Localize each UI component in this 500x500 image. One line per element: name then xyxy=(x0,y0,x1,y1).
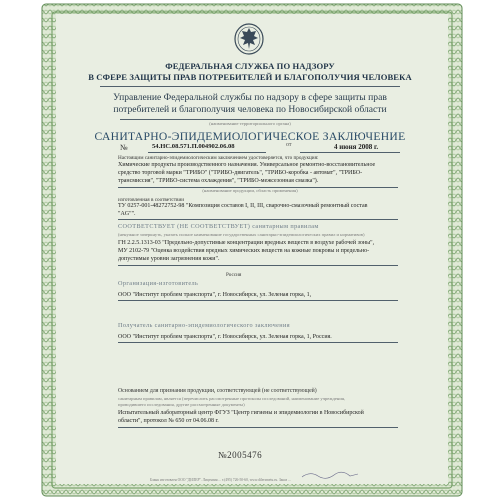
product-line-2: средство торговой марки "ТРИБО" ("ТРИБО-двигатель", "ТРИБО-коробка - автомат", "ТРИБО- xyxy=(118,170,363,176)
agency-line-1: ФЕДЕРАЛЬНАЯ СЛУЖБА ПО НАДЗОРУ xyxy=(165,61,335,71)
regulation-line-2: МУ 2102-79 "Оценка воздействия вредных химических веществ на кожные покровы и предельно- xyxy=(118,248,370,254)
basis-line-2: санитарным правилам, является (перечислить рассмотренные протоколы исследований, наименование учреждения, xyxy=(118,396,346,401)
regulation-line-1: ГН 2.2.5.1313-03 "Предельно-допустимые концентрации вредных веществ в воздухе рабочей зоны", xyxy=(118,240,375,246)
divider xyxy=(120,119,380,120)
department-hint: (наименование территориального органа) xyxy=(209,121,291,126)
recipient-label: Получатель санитарно-эпидемиологического заключения xyxy=(118,322,290,329)
date-from-label: от xyxy=(286,142,292,148)
statement-intro: Настоящим санитарно-эпидемиологическим заключением удостоверяется, что продукция: xyxy=(118,155,319,161)
divider xyxy=(148,152,266,153)
spec-line-1: ТУ 0257-001-48272752-98 "Композиция составов I, II, III, сварочно-смазочный ремонтный состав xyxy=(118,203,368,209)
serial-number: №2005476 xyxy=(218,450,263,460)
signature-icon xyxy=(300,470,360,480)
basis-line-4: Испытательный лабораторный центр ФГУЗ "Центр гигиены и эпидемиологии в Новосибирской xyxy=(118,410,364,416)
manufacturer-country: Россия xyxy=(226,272,242,278)
divider xyxy=(100,86,400,87)
certificate-number: 54.НС.08.571.П.004902.06.08 xyxy=(152,143,235,150)
divider xyxy=(118,342,398,343)
basis-line-5: области", протокол № 650 от 04.06.08 г. xyxy=(118,418,219,424)
spec-line-2: "AG"". xyxy=(118,211,136,217)
manufacturer-address: ООО "Институт проблем транспорта", г. Новосибирск, ул. Зеленая горка, 1, xyxy=(118,292,312,298)
conformity-label: СООТВЕТСТВУЕТ (НЕ СООТВЕТСТВУЕТ) санитарным правилам xyxy=(118,223,319,230)
recipient-address: ООО "Институт проблем транспорта", г. Новосибирск, ул. Зеленая горка, 1, Россия. xyxy=(118,334,332,340)
document-title: САНИТАРНО-ЭПИДЕМИОЛОГИЧЕСКОЕ ЗАКЛЮЧЕНИЕ xyxy=(94,130,406,143)
divider xyxy=(118,300,398,301)
department-name xyxy=(80,92,420,116)
conformity-hint: (ненужное зачеркнуть, указать полное наименование государственных санитарно-эпидемиологических правил и нормативов) xyxy=(118,232,365,237)
spec-label: изготовленная в соответствии xyxy=(118,197,185,203)
divider xyxy=(300,152,400,153)
divider xyxy=(118,427,398,428)
divider xyxy=(118,219,398,220)
divider xyxy=(118,265,398,266)
agency-line-2: В СФЕРЕ ЗАЩИТЫ ПРАВ ПОТРЕБИТЕЛЕЙ И БЛАГОПОЛУЧИЯ ЧЕЛОВЕКА xyxy=(88,72,412,82)
basis-line-1: Основанием для признания продукции, соответствующей (не соответствующей) xyxy=(118,388,317,394)
number-label: № xyxy=(120,143,128,152)
product-hint: (наименование продукции, область применения) xyxy=(202,188,298,193)
agency-name xyxy=(80,61,420,83)
basis-line-3: проводившего исследования, другие рассмотренные документы) xyxy=(118,402,245,407)
department-line-2: потребителей и благополучия человека по Новосибирской области xyxy=(113,104,387,115)
double-headed-eagle-emblem-icon xyxy=(233,22,265,56)
certificate-date: 4 июня 2008 г. xyxy=(334,143,379,151)
product-line-3: трансмиссия", "ТРИБО-система охлаждения", "ТРИБО-межсезонная смазка"). xyxy=(118,178,319,184)
product-line-1: Химические продукты производственного назначения. Универсальное ремонтно-восстановительное xyxy=(118,162,376,168)
department-line-1: Управление Федеральной службы по надзору в сфере защиты прав xyxy=(113,92,387,103)
footer-note: Бланк изготовлен ООО "ДИЛЕР". Лицензия ... т.(495) 726-50-60, www.dilersmetu.ru. Заказ ... xyxy=(150,478,291,482)
regulation-line-3: допустимые уровни загрязнения кожи". xyxy=(118,256,220,262)
manufacturer-label: Организация-изготовитель xyxy=(118,280,199,287)
